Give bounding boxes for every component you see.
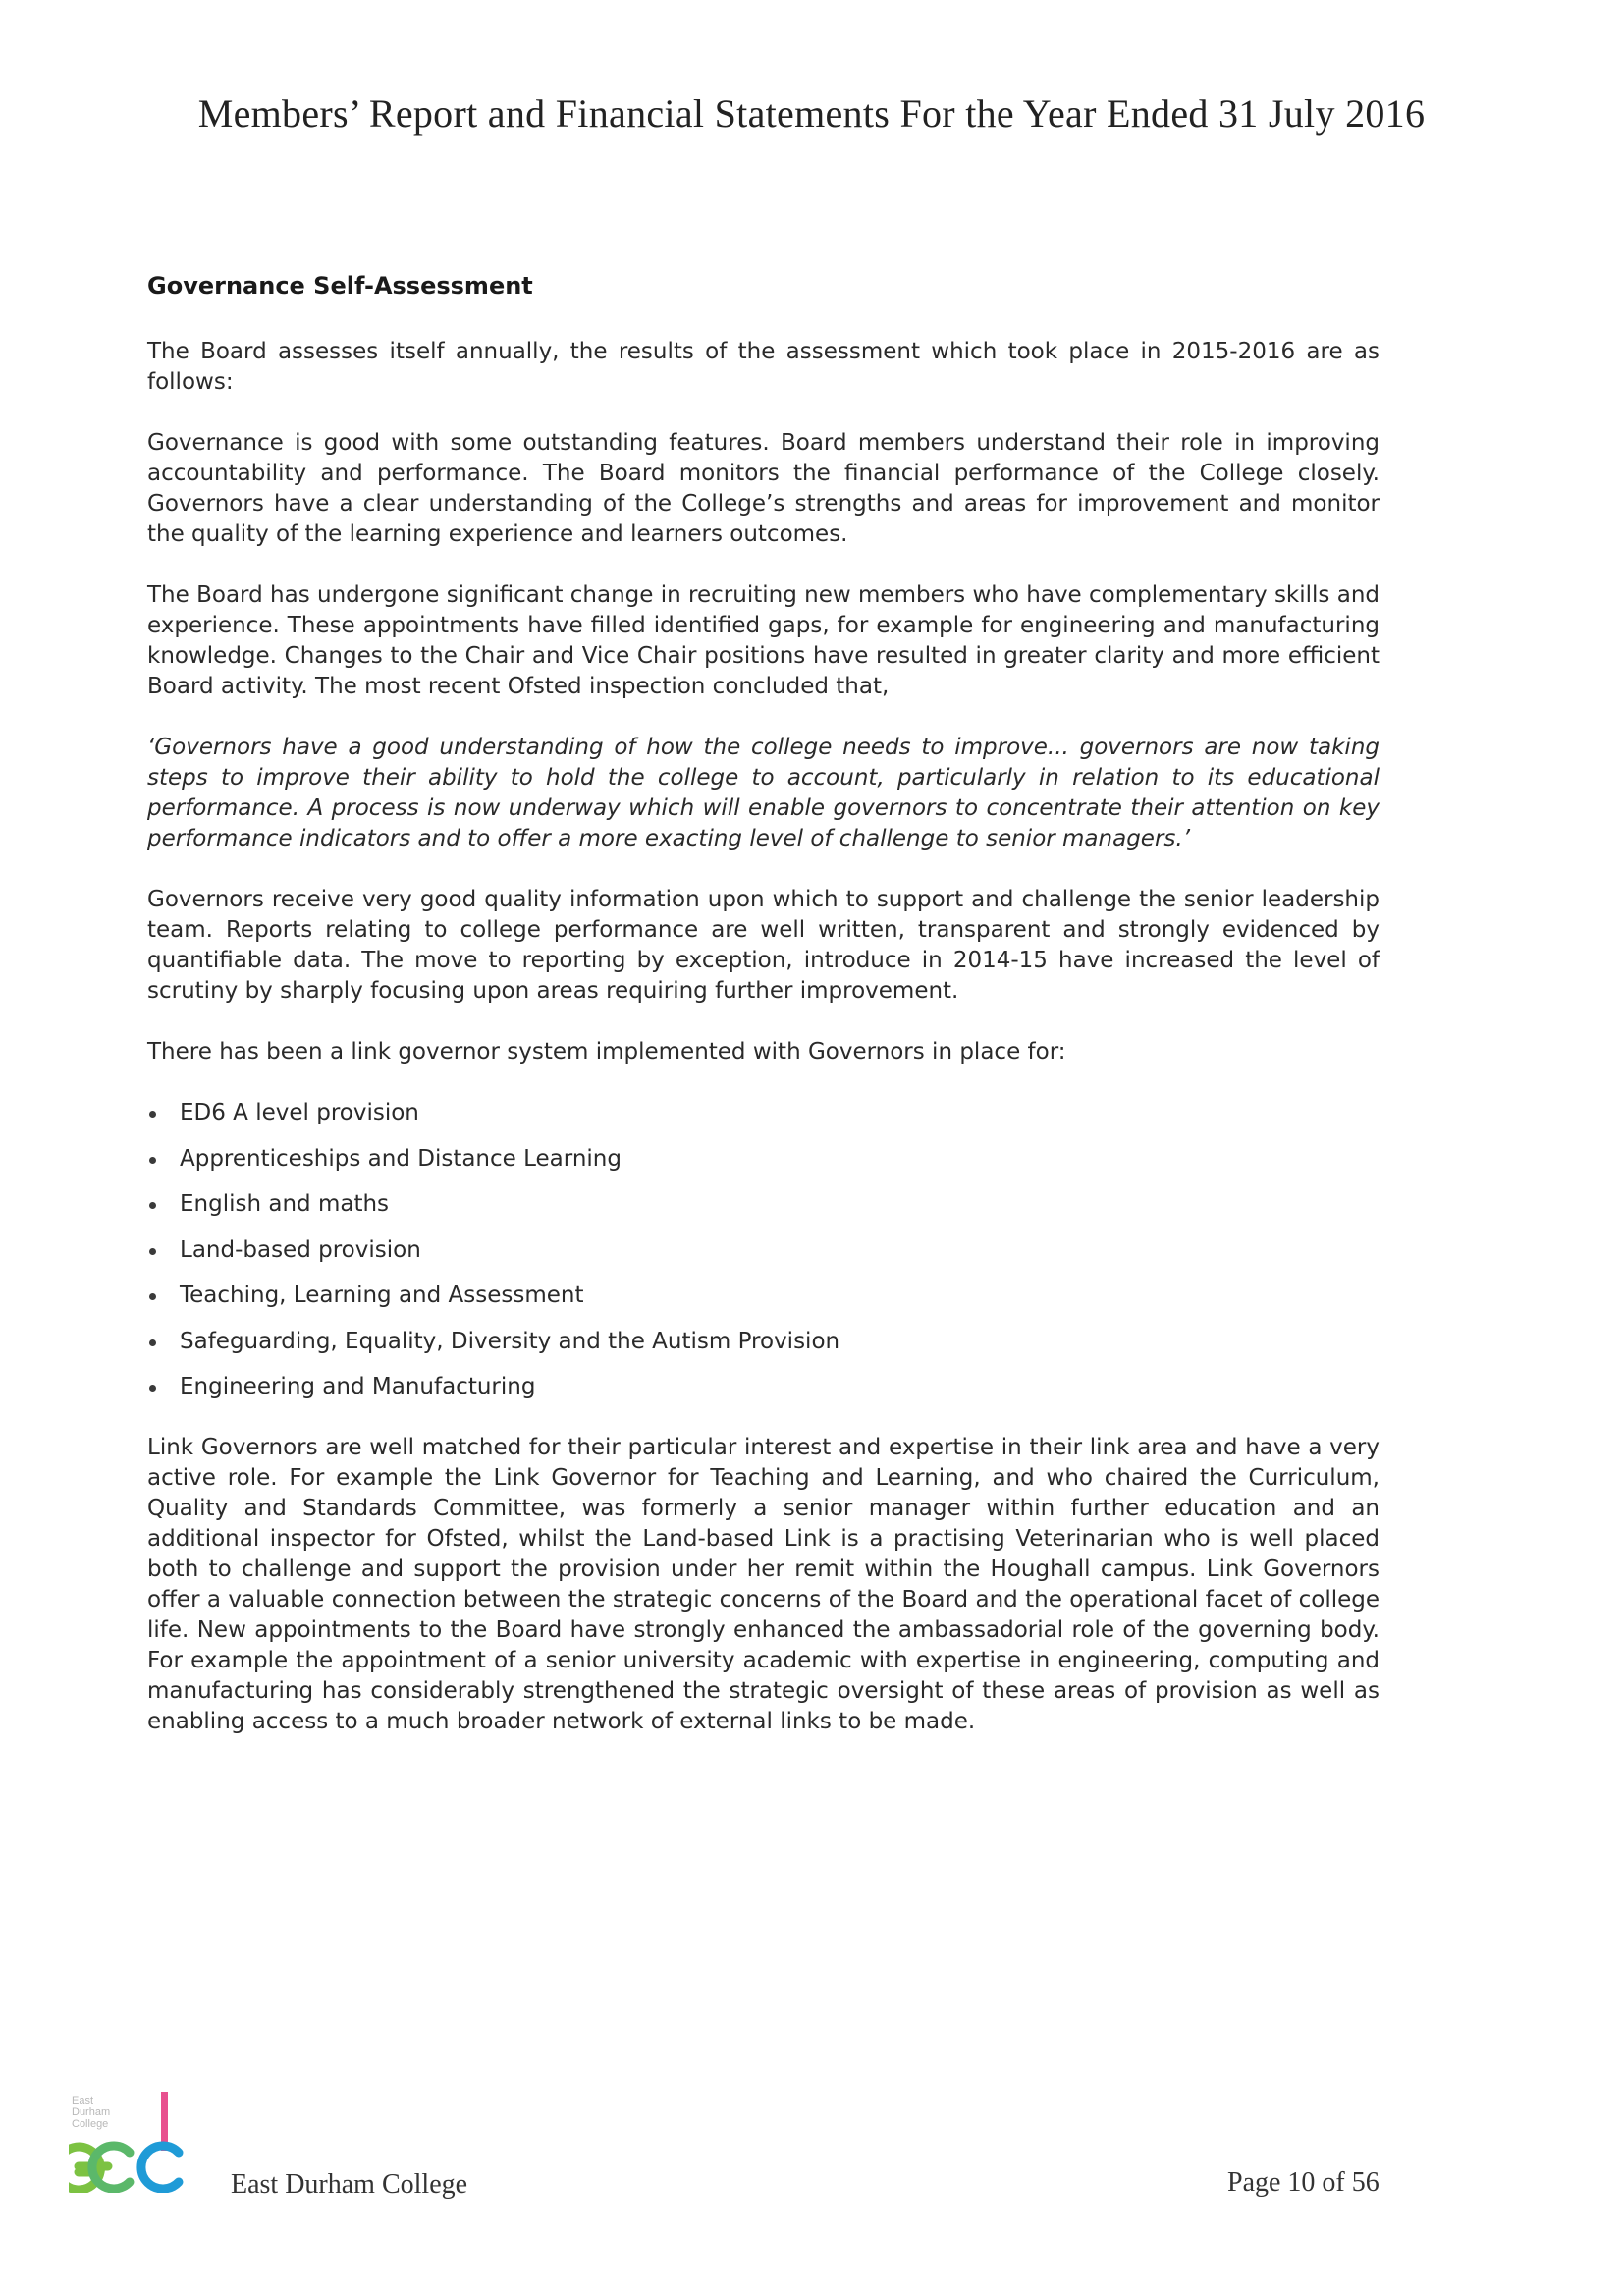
link-governor-list bbox=[147, 1098, 1380, 1402]
college-logo-icon bbox=[69, 2090, 191, 2193]
bullet-icon bbox=[149, 1339, 156, 1346]
logo-text-east: East bbox=[72, 2095, 94, 2106]
list-item: Land-based provision bbox=[147, 1235, 1380, 1266]
intro-paragraph: The Board assesses itself annually, the results of the assessment which took place in 2015-2016 are as follows: bbox=[147, 339, 1380, 395]
link-governor-intro: There has been a link governor system implemented with Governors in place for: bbox=[147, 1039, 1066, 1065]
bullet-icon bbox=[149, 1202, 156, 1209]
link-governors-paragraph: Link Governors are well matched for their particular interest and expertise in their link area and have a very active role. For example the Link Governor for Teaching and Learning, and who chaired the Curriculum, Quality and Standards Committee, was formerly a senior manager within further education and an additional inspector for Ofsted, whilst the Land-based Link is a practising Veterinarian who is well placed both to challenge and support the provision under her remit within the Houghall campus. Link Governors offer a valuable connection between the strategic concerns of the Board and the operational facet of college life. New appointments to the Board have strongly enhanced the ambassadorial role of the governing body. For example the appointment of a senior university academic with expertise in engineering, computing and manufacturing has considerably strengthened the strategic oversight of these areas of provision as well as enabling access to a much broader network of external links to be made. bbox=[147, 1435, 1380, 1734]
governance-paragraph: Governance is good with some outstanding features. Board members understand their role in improving accountability and performance. The Board monitors the financial performance of the College closely. Governors have a clear understanding of the College’s strengths and areas for improvement and monitor the quality of the learning experience and learners outcomes. bbox=[147, 430, 1380, 547]
bullet-icon bbox=[149, 1248, 156, 1255]
page-header-title: Members’ Report and Financial Statements For the Year Ended 31 July 2016 bbox=[197, 91, 1426, 136]
logo-text-durham: Durham bbox=[72, 2106, 111, 2118]
ofsted-quote: ‘Governors have a good understanding of how the college needs to improve... governors are now taking steps to improve their ability to hold the college to account, particularly in relation to its educational performance. A process is now underway which will enable governors to concentrate their attention on key performance indicators and to offer a more exacting level of challenge to senior managers.’ bbox=[147, 735, 1380, 851]
footer-page-number: Page 10 of 56 bbox=[1227, 2167, 1380, 2198]
bullet-icon bbox=[149, 1385, 156, 1392]
list-item: Apprenticeships and Distance Learning bbox=[147, 1144, 1380, 1175]
list-item: Safeguarding, Equality, Diversity and the Autism Provision bbox=[147, 1327, 1380, 1357]
board-change-paragraph: The Board has undergone significant change in recruiting new members who have complementary skills and experience. These appointments have filled identified gaps, for example for engineering and manufacturing knowledge. Changes to the Chair and Vice Chair positions have resulted in greater clarity and more efficient Board activity. The most recent Ofsted inspection concluded that, bbox=[147, 582, 1380, 699]
section-heading: Governance Self-Assessment bbox=[147, 272, 533, 300]
bullet-icon bbox=[149, 1293, 156, 1300]
logo-text-college: College bbox=[72, 2118, 109, 2130]
footer-college-name: East Durham College bbox=[231, 2169, 468, 2200]
list-item: Teaching, Learning and Assessment bbox=[147, 1281, 1380, 1311]
bullet-icon bbox=[149, 1111, 156, 1118]
bullet-icon bbox=[149, 1157, 156, 1164]
list-item: Engineering and Manufacturing bbox=[147, 1372, 1380, 1402]
list-item: ED6 A level provision bbox=[147, 1098, 1380, 1128]
information-paragraph: Governors receive very good quality information upon which to support and challenge the senior leadership team. Reports relating to college performance are well written, transparent and strongly evidenced by quantifiable data. The move to reporting by exception, introduce in 2014-15 have increased the level of scrutiny by sharply focusing upon areas requiring further improvement. bbox=[147, 887, 1380, 1004]
logo-letter-c bbox=[141, 2146, 179, 2189]
list-item: English and maths bbox=[147, 1189, 1380, 1220]
main-content bbox=[147, 271, 1380, 1768]
